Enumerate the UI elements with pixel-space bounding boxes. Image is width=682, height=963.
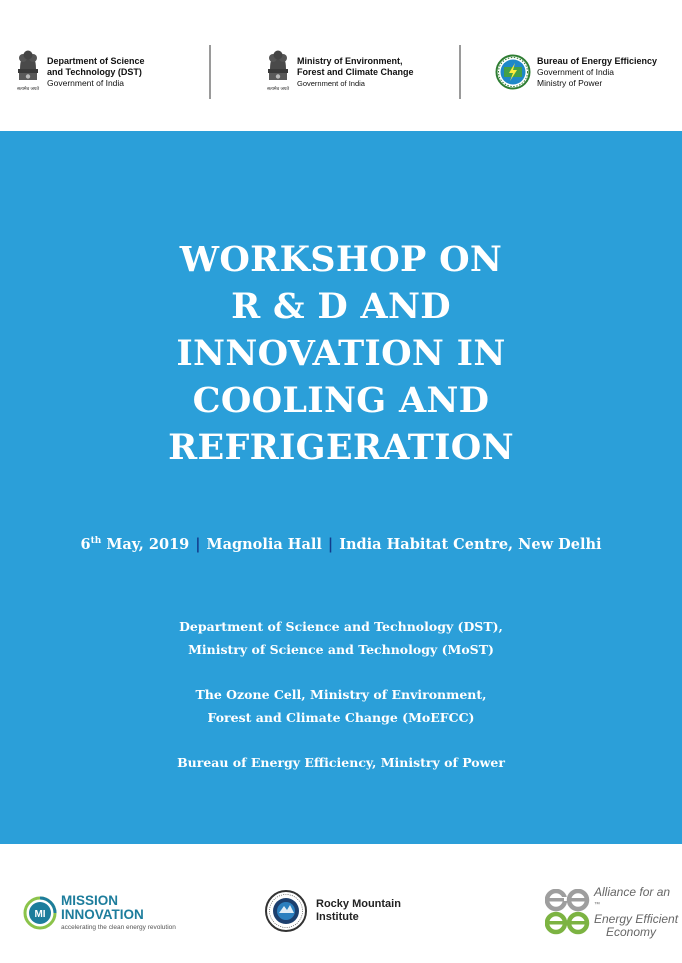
emblem-caption: सत्यमेव जयते	[16, 87, 40, 92]
event-day: 6	[80, 536, 91, 553]
aeee-logo	[545, 886, 678, 938]
event-day-suffix: th	[90, 536, 102, 547]
organizer-line: Department of Science and Technology (DST),	[179, 619, 503, 634]
bee-name: Bureau of Energy Efficiency	[537, 55, 658, 66]
mission-innovation-text	[61, 894, 176, 931]
dst-name-line1: Department of Science	[47, 55, 145, 66]
organizer-line: Ministry of Science and Technology (MoST)	[188, 642, 494, 657]
moefcc-govt-line: Government of India	[297, 78, 365, 88]
organizer-line: Forest and Climate Change (MoEFCC)	[207, 710, 475, 725]
dst-logo	[14, 44, 145, 100]
bee-logo	[495, 44, 657, 100]
rmi-logo	[264, 889, 401, 933]
mission-innovation-logo-icon	[23, 896, 57, 930]
moefcc-name-line1: Ministry of Environment,	[297, 55, 403, 66]
aeee-logo-icon	[545, 889, 591, 935]
organizer-line: Bureau of Energy Efficiency, Ministry of Power	[177, 755, 505, 770]
cover-panel	[0, 131, 682, 844]
header-divider-2	[459, 45, 461, 99]
event-venue: Magnolia Hall	[206, 536, 322, 553]
event-separator: |	[327, 536, 334, 553]
aeee-text	[594, 886, 678, 938]
rmi-seal-icon	[264, 889, 308, 933]
title-line-4: COOLING AND	[192, 380, 490, 421]
mi-tagline: accelerating the clean energy revolution	[61, 924, 176, 931]
moefcc-logo	[264, 44, 414, 100]
mission-innovation-logo	[23, 894, 176, 931]
title-line-5: REFRIGERATION	[168, 427, 514, 468]
emblem-caption: सत्यमेव जयते	[266, 87, 290, 92]
title-line-1: WORKSHOP ON	[179, 239, 503, 280]
header-divider-1	[209, 45, 211, 99]
footer-logo-bar	[0, 844, 682, 963]
event-separator: |	[195, 536, 201, 553]
workshop-title	[0, 236, 682, 471]
moefcc-text	[297, 56, 414, 89]
event-details	[0, 536, 682, 553]
event-month-year: May, 2019	[101, 536, 190, 553]
mi-name-line1: MISSION	[61, 893, 119, 908]
organizer-item	[0, 683, 682, 729]
title-line-3: INNOVATION IN	[176, 333, 506, 374]
event-location: India Habitat Centre, New Delhi	[339, 536, 602, 553]
rmi-name-line2: Institute	[316, 911, 359, 923]
dst-text	[47, 56, 145, 89]
header-logo-bar	[0, 0, 682, 131]
dst-govt-line: Government of India	[47, 77, 125, 88]
moefcc-name-line2: Forest and Climate Change	[297, 66, 414, 77]
bee-text	[537, 56, 657, 89]
organizer-line: The Ozone Cell, Ministry of Environment,	[195, 687, 487, 702]
dst-name-line2: and Technology (DST)	[47, 66, 142, 77]
bee-govt-line: Government of India	[537, 66, 615, 77]
aeee-line3: Economy	[606, 924, 657, 939]
rmi-name-line1: Rocky Mountain	[316, 898, 401, 910]
organizers-list	[0, 615, 682, 796]
national-emblem-icon	[264, 47, 292, 97]
organizer-item	[0, 615, 682, 661]
aeee-line1: Alliance for an ™	[594, 885, 671, 908]
mi-name-line2: INNOVATION	[61, 907, 144, 922]
rmi-text	[316, 898, 401, 924]
aeee-line2: Energy Efficient	[594, 912, 679, 926]
bee-ministry-line: Ministry of Power	[537, 77, 603, 88]
national-emblem-icon	[14, 47, 42, 97]
mi-badge-text: MI	[34, 908, 46, 920]
bee-logo-icon	[495, 54, 531, 90]
organizer-item	[0, 751, 682, 774]
title-line-2: R & D AND	[231, 286, 451, 327]
